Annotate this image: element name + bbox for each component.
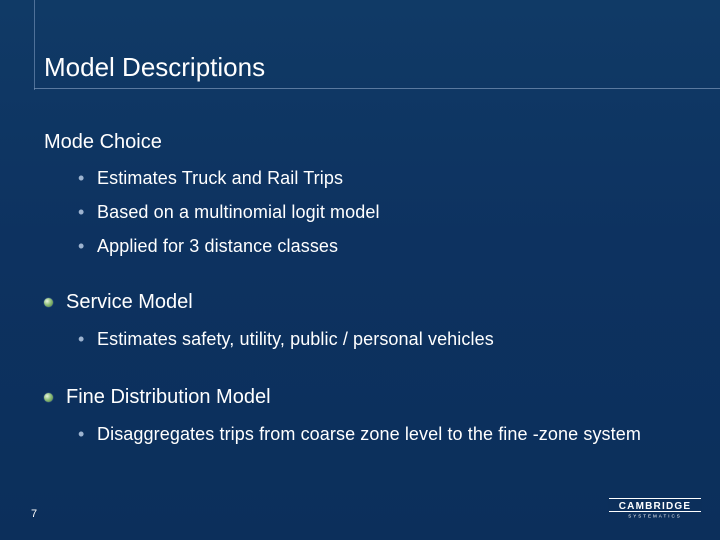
bullet-dot-icon: • [78, 168, 85, 188]
bullet-text: Estimates safety, utility, public / personal vehicles [97, 329, 494, 349]
bullet-text: Estimates Truck and Rail Trips [97, 168, 344, 188]
bullet-ball-icon [44, 393, 53, 402]
bullet-ball-icon [44, 298, 53, 307]
bullet-item [78, 168, 343, 189]
bullet-text: Applied for 3 distance classes [97, 236, 339, 256]
logo-subtext: SYSTEMATICS [628, 513, 682, 519]
section-heading-fine-distribution-model: Fine Distribution Model [66, 386, 271, 408]
bullet-text: Disaggregates trips from coarse zone level to the fine -zone system [97, 424, 641, 444]
bullet-dot-icon: • [78, 202, 85, 222]
bullet-item [78, 423, 657, 446]
bullet-item [78, 236, 338, 257]
bullet-text: Based on a multinomial logit model [97, 202, 380, 222]
title-horizontal-rule [34, 88, 720, 89]
slide-title: Model Descriptions [44, 52, 266, 82]
section-heading-mode-choice: Mode Choice [44, 131, 162, 153]
cambridge-systematics-logo [608, 497, 702, 519]
bullet-item [78, 329, 494, 350]
bullet-item [78, 202, 380, 223]
bullet-dot-icon: • [78, 329, 85, 349]
page-number: 7 [31, 508, 38, 520]
title-vertical-rule [34, 0, 35, 90]
section-heading-service-model: Service Model [66, 291, 193, 313]
logo-wordmark: CAMBRIDGE [618, 501, 692, 512]
bullet-dot-icon: • [78, 236, 85, 256]
bullet-dot-icon: • [78, 424, 85, 444]
